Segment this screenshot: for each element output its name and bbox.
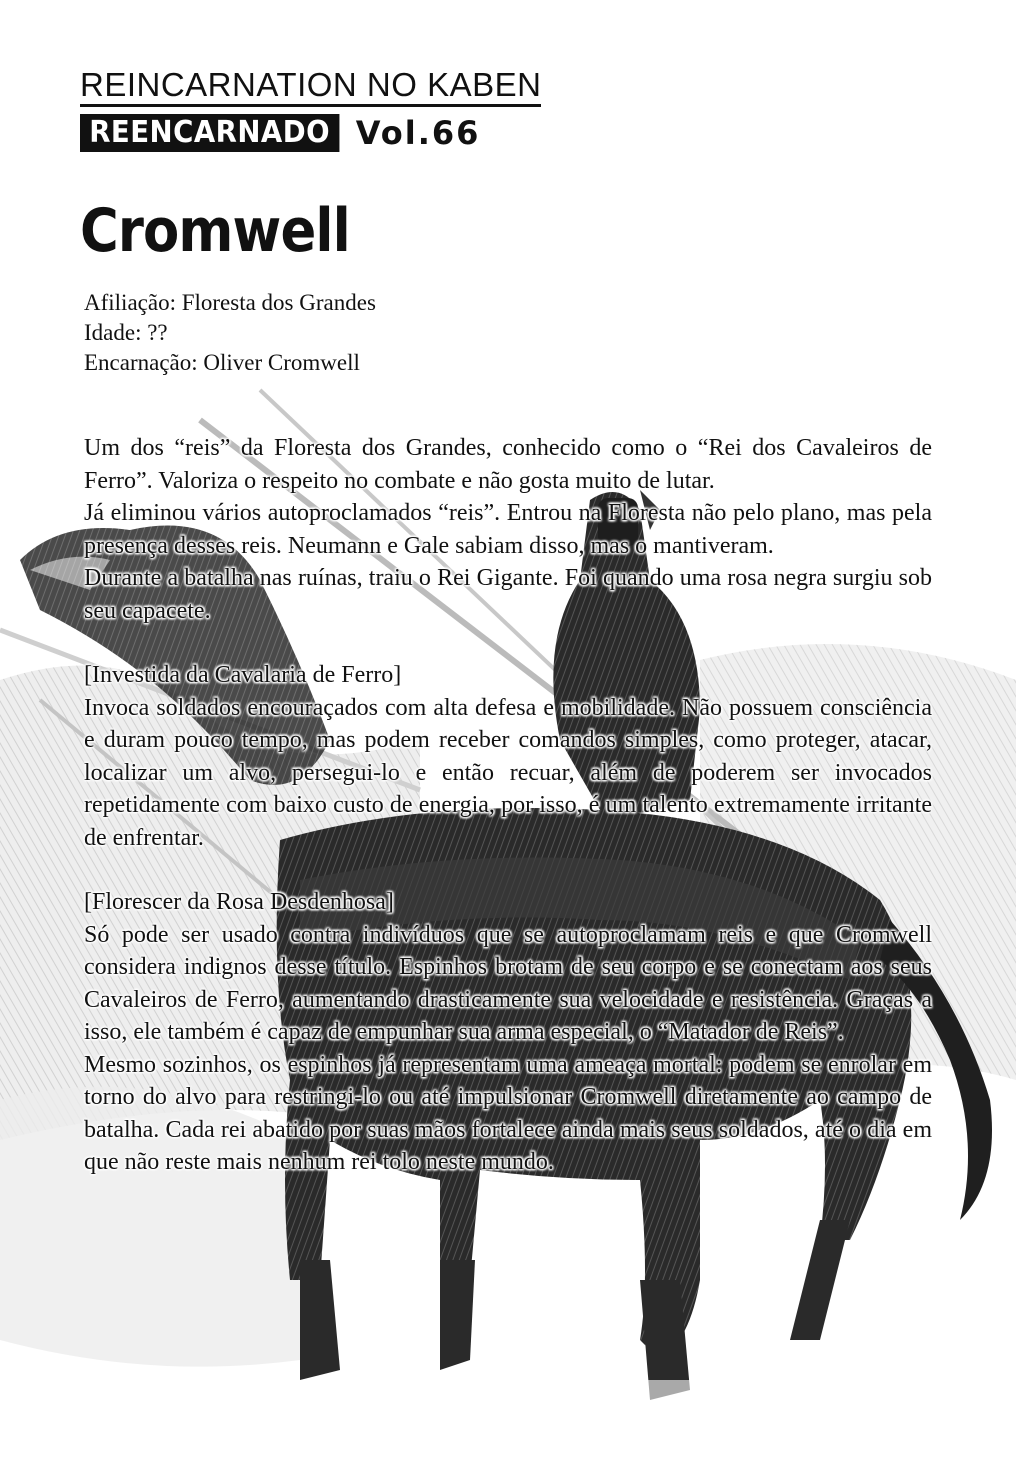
volume-label: REENCARNADO [80, 114, 339, 152]
series-title: REINCARNATION NO KABEN [80, 68, 541, 107]
paragraph-betrayal: Durante a batalha nas ruínas, traiu o Rei Gigante. Foi quando uma rosa negra surgiu sob seu capacete. [84, 565, 932, 624]
paragraph-intro: Um dos “reis” da Floresta dos Grandes, conhecido como o “Rei dos Cavaleiros de Ferro”. Valoriza o respeito no combate e não gosta muito de lutar. [84, 435, 932, 494]
character-info [84, 288, 376, 378]
ability-title-1: [Investida da Cavalaria de Ferro] [84, 662, 402, 688]
info-age: Idade: ?? [84, 320, 168, 345]
info-affiliation: Afiliação: Floresta dos Grandes [84, 290, 376, 315]
description-body [84, 432, 932, 1179]
character-name: Cromwell [80, 196, 350, 266]
ability-title-2: [Florescer da Rosa Desdenhosa] [84, 889, 394, 915]
info-incarnation: Encarnação: Oliver Cromwell [84, 350, 360, 375]
paragraph-conclusion: Mesmo sozinhos, os espinhos já representam uma ameaça mortal: podem se enrolar em torno do alvo para restringi-lo ou até impulsionar Cromwell diretamente ao campo de batalha. Cada rei abatido por suas mãos fortalece ainda mais seus soldados, até o dia em que não reste mais nenhum rei tolo neste mundo. [84, 1051, 932, 1175]
volume-number: Vol.66 [355, 114, 481, 152]
volume-row [80, 114, 480, 152]
paragraph-history: Já eliminou vários autoproclamados “reis”. Entrou na Floresta não pelo plano, mas pela presença desses reis. Neumann e Gale sabiam disso, mas o mantiveram. [84, 500, 932, 559]
ability-text-2: Só pode ser usado contra indivíduos que se autoproclamam reis e que Cromwell considera indignos desse título. Espinhos brotam de seu corpo e se conectam aos seus Cavaleiros de Ferro, aumentando drasticamente sua velocidade e resistência. Graças a isso, ele também é capaz de empunhar sua arma especial, o “Matador de Reis”. [84, 921, 932, 1045]
ability-text-1: Invoca soldados encouraçados com alta defesa e mobilidade. Não possuem consciência e duram pouco tempo, mas podem receber comandos simples, como proteger, atacar, localizar um alvo, persegui-lo e então recuar, além de poderem ser invocados repetidamente com baixo custo de energia, por isso, é um talento extremamente irritante de enfrentar. [84, 694, 932, 851]
